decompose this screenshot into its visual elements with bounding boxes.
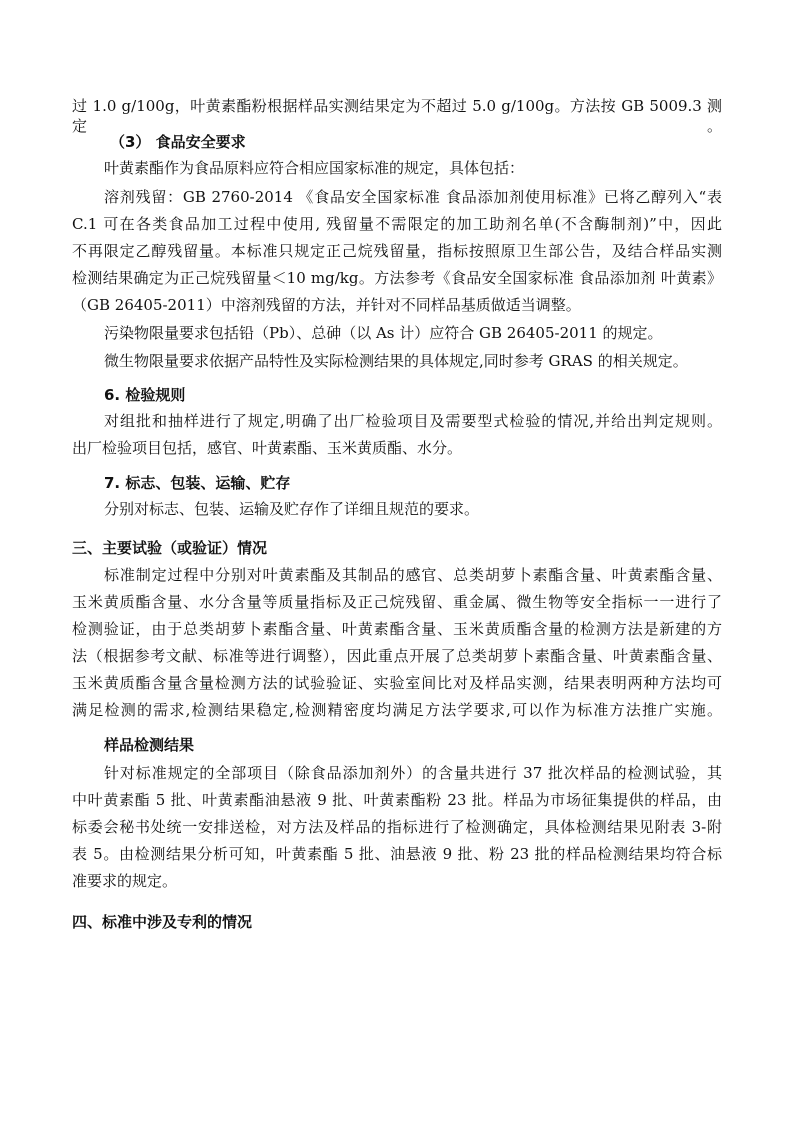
body-line: 中叶黄素酯 5 批、叶黄素酯油悬液 9 批、叶黄素酯粉 23 批。样品为市场征集提供的样品，由	[72, 791, 722, 809]
body-line: 满足检测的需求,检测结果稳定,检测精密度均满足方法学要求,可以作为标准方法推广实施。	[72, 701, 722, 719]
body-line: （GB 26405-2011）中溶剂残留的方法，并针对不同样品基质做适当调整。	[72, 296, 581, 314]
subheading-inspection-rules: 6. 检验规则	[104, 386, 186, 404]
subheading-sample-results: 样品检测结果	[104, 736, 195, 754]
body-line: 检测结果确定为正己烷残留量＜10 mg/kg。方法参考《食品安全国家标准 食品添加剂 叶黄素》	[72, 269, 722, 287]
body-line: 检测验证，由于总类胡萝卜素酯含量、叶黄素酯含量、玉米黄质酯含量的检测方法是新建的方	[72, 620, 722, 638]
body-line: 叶黄素酯作为食品原料应符合相应国家标准的规定，具体包括：	[104, 159, 525, 177]
body-line: 表 5。由检测结果分析可知，叶黄素酯 5 批、油悬液 9 批、粉 23 批的样品检测结果均符合标	[72, 845, 722, 863]
body-line: 微生物限量要求依据产品特性及实际检测结果的具体规定,同时参考 GRAS 的相关规定。	[104, 352, 688, 370]
body-line: 污染物限量要求包括铅（Pb）、总砷（以 As 计）应符合 GB 26405-2011 的规定。	[104, 324, 663, 342]
body-line: 玉米黄质酯含量含量检测方法的试验验证、实验室间比对及样品实测，结果表明两种方法均可	[72, 674, 722, 692]
body-line: 溶剂残留：GB 2760-2014 《食品安全国家标准 食品添加剂使用标准》已将乙醇列入“表	[104, 188, 722, 206]
body-line: 标准制定过程中分别对叶黄素酯及其制品的感官、总类胡萝卜素酯含量、叶黄素酯含量、	[104, 566, 722, 584]
body-line: 针对标准规定的全部项目（除食品添加剂外）的含量共进行 37 批次样品的检测试验，其	[104, 764, 722, 782]
body-line: 准要求的规定。	[72, 872, 178, 890]
body-line: 玉米黄质酯含量、水分含量等质量指标及正己烷残留、重金属、微生物等安全指标一一进行了	[72, 593, 722, 611]
body-line: 对组批和抽样进行了规定,明确了出厂检验项目及需要型式检验的情况,并给出判定规则。	[104, 412, 722, 430]
section-heading-patents: 四、标准中涉及专利的情况	[72, 913, 253, 931]
body-line: 不再限定乙醇残留量。本标准只规定正己烷残留量，指标按照原卫生部公告，及结合样品实测	[72, 242, 722, 260]
section-heading-tests: 三、主要试验（或验证）情况	[72, 539, 268, 557]
body-line: 过 1.0 g/100g，叶黄素酯粉根据样品实测结果定为不超过 5.0 g/100g。方法按 GB 5009.3 测定。	[72, 97, 722, 135]
body-line: 法（根据参考文献、标准等进行调整），因此重点开展了总类胡萝卜素酯含量、叶黄素酯含量、	[72, 647, 722, 665]
body-line: 出厂检验项目包括，感官、叶黄素酯、玉米黄质酯、水分。	[72, 439, 463, 457]
subheading-food-safety: （3） 食品安全要求	[110, 133, 246, 151]
subheading-marking-packaging: 7. 标志、包装、运输、贮存	[104, 474, 291, 492]
body-line: 标委会秘书处统一安排送检，对方法及样品的指标进行了检测确定，具体检测结果见附表 3-附	[72, 818, 722, 836]
body-line: 分别对标志、包装、运输及贮存作了详细且规范的要求。	[104, 500, 480, 518]
body-line: C.1 可在各类食品加工过程中使用, 残留量不需限定的加工助剂名单(不含酶制剂)”中，因此	[72, 215, 722, 233]
